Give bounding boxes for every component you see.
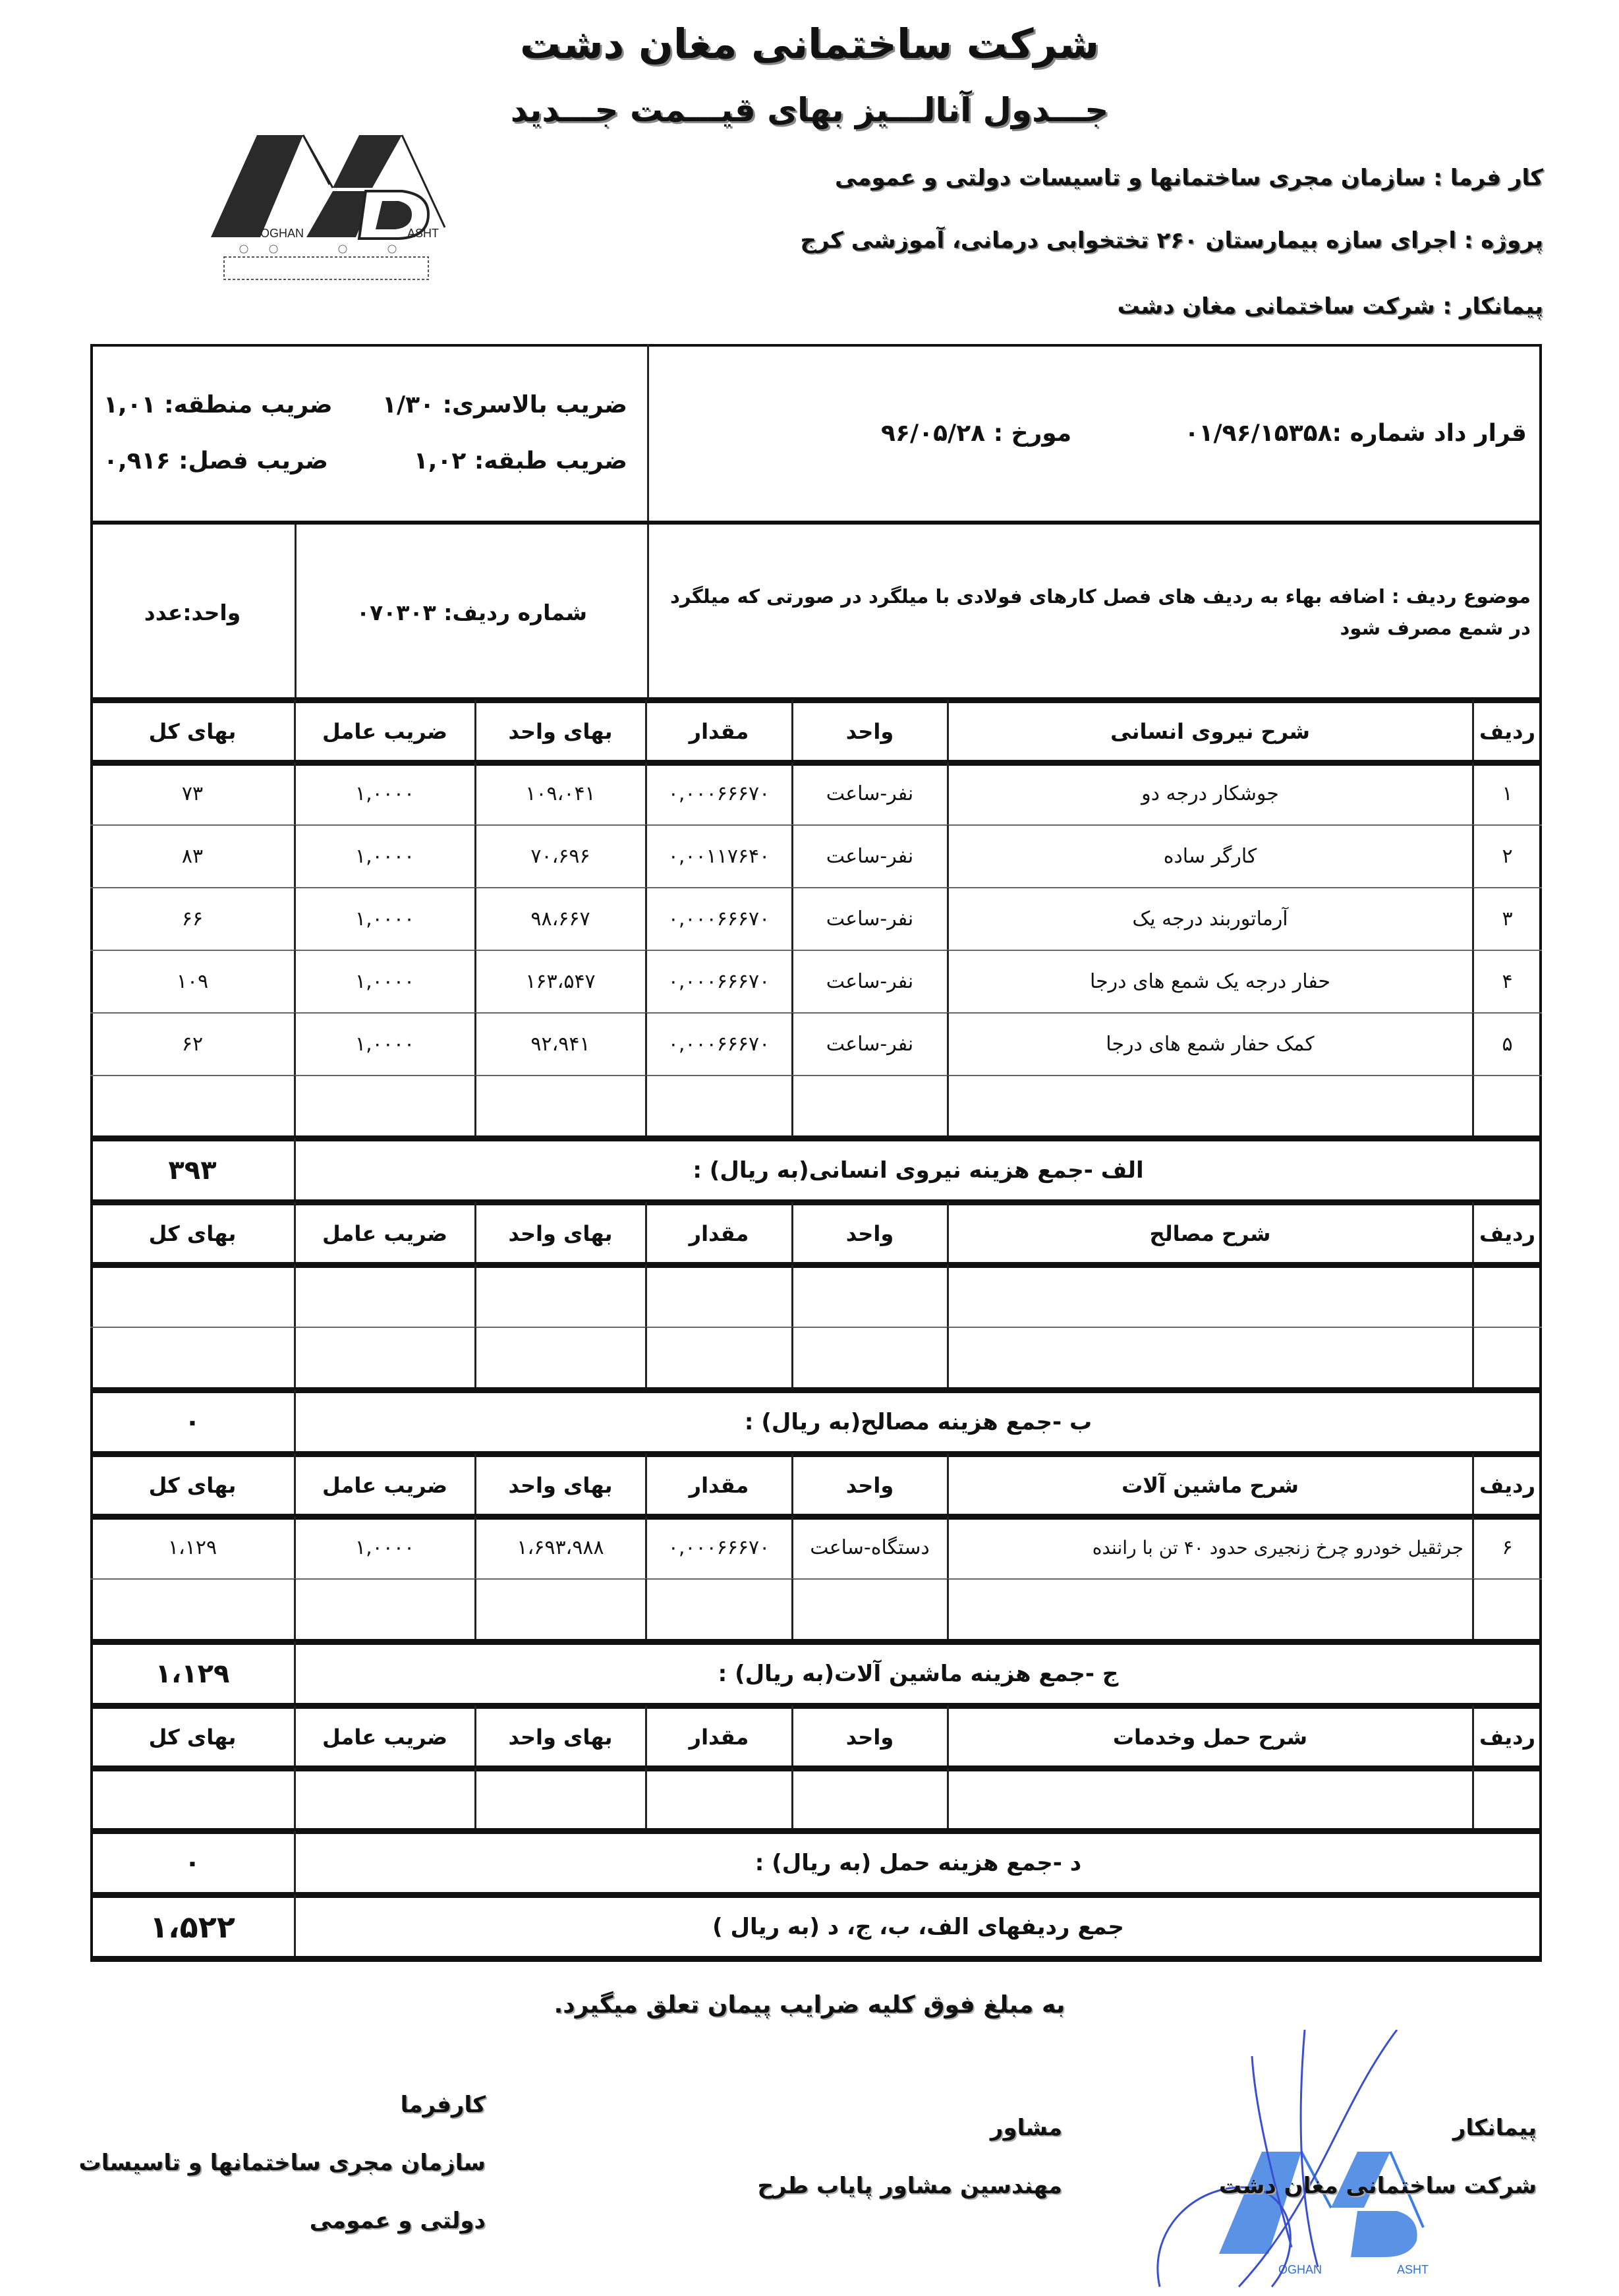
column-header-desc: شرح ماشین آلات (1122, 1472, 1299, 1498)
employer-role: کارفرما (400, 2092, 486, 2118)
table-cell-total: ۶۲ (181, 1033, 204, 1056)
empty-cell (90, 1327, 295, 1390)
table-cell-no: ۲ (1502, 845, 1513, 868)
item-unit-value: عدد (144, 599, 183, 625)
empty-cell (792, 1768, 948, 1831)
empty-cell (792, 1265, 948, 1327)
contractor-role: پیمانکار (1452, 2115, 1537, 2141)
section-sum-label: د -جمع هزینه حمل (به ریال) : (754, 1849, 1082, 1876)
column-header-no: ردیف (1479, 1220, 1535, 1246)
section-sum-label: ب -جمع هزینه مصالح(به ریال) : (744, 1408, 1093, 1435)
table-cell-price: ۹۲،۹۴۱ (530, 1033, 590, 1056)
overhead-value: ۱/۳۰ (382, 391, 435, 418)
table-cell-unit: نفر-ساعت (826, 845, 914, 868)
employer-signature-block (79, 2076, 486, 2250)
table-cell-no: ۵ (1502, 1033, 1513, 1056)
document-title: جـــدول آنالـــیز بهای قیـــمت جـــدید (510, 91, 1109, 129)
overhead-label: ضریب بالاسری: (442, 391, 627, 418)
svg-text:OGHAN: OGHAN (260, 227, 304, 240)
column-header-desc: شرح نیروی انسانی (1110, 718, 1310, 744)
table-cell-price: ۹۸،۶۶۷ (530, 907, 590, 931)
table-cell-qty: ۰,۰۰۱۱۷۶۴۰ (667, 845, 770, 868)
table-cell-no: ۱ (1502, 782, 1513, 805)
empty-cell (1473, 1265, 1542, 1327)
chapter-label: ضریب فصل: (179, 447, 329, 474)
employer-name-line2: دولتی و عمومی (309, 2208, 486, 2234)
empty-cell (90, 1076, 295, 1138)
empty-cell (475, 1076, 646, 1138)
coefficients (90, 344, 647, 522)
column-header-qty: مقدار (689, 1220, 749, 1246)
employer-line: کار فرما : سازمان مجری ساختمانها و تاسیسات دولتی و عمومی (835, 165, 1543, 191)
table-cell-unit: نفر-ساعت (826, 782, 914, 805)
column-header-no: ردیف (1479, 718, 1535, 744)
section-sum-value: ۳۹۳ (168, 1155, 217, 1186)
table-cell-qty: ۰,۰۰۰۶۶۶۷۰ (667, 1033, 770, 1056)
empty-cell (90, 1265, 295, 1327)
empty-cell (646, 1076, 792, 1138)
table-cell-price: ۱۶۳،۵۴۷ (525, 970, 596, 993)
table-cell-factor: ۱,۰۰۰۰ (355, 782, 415, 805)
column-header-total: بهای کل (148, 718, 237, 744)
column-header-price: بهای واحد (508, 718, 613, 744)
divider (90, 1956, 1542, 1962)
table-cell-factor: ۱,۰۰۰۰ (355, 907, 415, 931)
empty-cell (295, 1768, 475, 1831)
column-header-no: ردیف (1479, 1724, 1535, 1750)
item-number-value: ۰۷۰۳۰۳ (356, 599, 436, 625)
item-number (297, 525, 647, 700)
column-header-factor: ضریب عامل (322, 718, 448, 744)
region-coefficient (103, 377, 333, 433)
table-cell-factor: ۱,۰۰۰۰ (355, 970, 415, 993)
contractor-line: پیمانکار : شرکت ساختمانی مغان دشت (1117, 293, 1543, 320)
column-header-unit: واحد (845, 1472, 894, 1498)
table-cell-no: ۳ (1502, 907, 1513, 931)
column-header-qty: مقدار (689, 718, 749, 744)
table-cell-total: ۶۶ (181, 907, 204, 931)
contractor-signature-block (1219, 2099, 1537, 2215)
empty-cell (948, 1265, 1473, 1327)
section-sum-value: ۱،۱۲۹ (155, 1658, 230, 1689)
contract-number: ۰۱/۹۶/۱۵۳۵۸ (1184, 419, 1332, 447)
footer-note: به مبلغ فوق کلیه ضرایب پیمان تعلق میگیرد. (554, 1992, 1065, 2019)
empty-cell (295, 1579, 475, 1642)
column-header-no: ردیف (1479, 1472, 1535, 1498)
column-header-unit: واحد (845, 1220, 894, 1246)
floor-coefficient (414, 433, 627, 489)
contract-info (650, 344, 1540, 522)
table-cell-factor: ۱,۰۰۰۰ (355, 1033, 415, 1056)
item-unit (90, 525, 295, 700)
table-cell-desc: حفار درجه یک شمع های درجا (1089, 970, 1331, 993)
column-header-total: بهای کل (148, 1724, 237, 1750)
empty-cell (792, 1076, 948, 1138)
column-header-qty: مقدار (689, 1472, 749, 1498)
column-header-factor: ضریب عامل (322, 1472, 448, 1498)
contract-date: ۹۶/۰۵/۲۸ (881, 419, 986, 447)
item-number-label: شماره ردیف: (443, 599, 588, 625)
chapter-value: ۰,۹۱۶ (103, 447, 171, 474)
md-logo-icon (198, 125, 461, 303)
table-cell-unit: نفر-ساعت (826, 1033, 914, 1056)
floor-label: ضریب طبقه: (474, 447, 627, 474)
section-sum-value: ۰ (184, 1406, 201, 1437)
chapter-coefficient (103, 433, 328, 489)
table-cell-no: ۶ (1502, 1536, 1513, 1559)
section-sum-label: الف -جمع هزینه نیروی انسانی(به ریال) : (693, 1157, 1144, 1184)
table-cell-factor: ۱,۰۰۰۰ (355, 1536, 415, 1559)
column-header-factor: ضریب عامل (322, 1220, 448, 1246)
empty-cell (90, 1579, 295, 1642)
consultant-signature-block (758, 2099, 1062, 2215)
table-cell-qty: ۰,۰۰۰۶۶۶۷۰ (667, 907, 770, 931)
empty-cell (475, 1579, 646, 1642)
column-header-qty: مقدار (689, 1724, 749, 1750)
empty-cell (295, 1327, 475, 1390)
table-cell-unit: نفر-ساعت (826, 970, 914, 993)
column-header-price: بهای واحد (508, 1724, 613, 1750)
overhead-coefficient (382, 377, 627, 433)
project-line: پروژه : اجرای سازه بیمارستان ۲۶۰ تختخوابی درمانی، آموزشی کرج (800, 227, 1543, 254)
empty-cell (1473, 1076, 1542, 1138)
svg-text:ASHT: ASHT (407, 227, 440, 240)
grand-total-value: ۱،۵۲۲ (150, 1909, 235, 1945)
empty-cell (475, 1768, 646, 1831)
empty-cell (792, 1579, 948, 1642)
contractor-name: شرکت ساختمانی مغان دشت (1218, 2173, 1537, 2199)
empty-cell (1473, 1327, 1542, 1390)
table-cell-desc: جوشکار درجه دو (1141, 782, 1279, 805)
svg-text:ASHT: ASHT (1397, 2263, 1429, 2276)
item-unit-label: واحد: (183, 599, 241, 625)
company-name: شرکت ساختمانی مغان دشت (519, 20, 1100, 68)
empty-cell (1473, 1768, 1542, 1831)
table-cell-qty: ۰,۰۰۰۶۶۶۷۰ (667, 1536, 770, 1559)
section-sum-value: ۰ (184, 1847, 201, 1878)
contract-number-label: قرار داد شماره : (1332, 419, 1527, 447)
table-cell-unit: نفر-ساعت (826, 907, 914, 931)
empty-cell (475, 1327, 646, 1390)
empty-cell (948, 1327, 1473, 1390)
table-cell-factor: ۱,۰۰۰۰ (355, 845, 415, 868)
table-cell-qty: ۰,۰۰۰۶۶۶۷۰ (667, 782, 770, 805)
column-header-unit: واحد (845, 718, 894, 744)
table-cell-price: ۱۰۹،۰۴۱ (525, 782, 596, 805)
column-header-factor: ضریب عامل (322, 1724, 448, 1750)
svg-text:OGHAN: OGHAN (1278, 2263, 1322, 2276)
column-header-price: بهای واحد (508, 1220, 613, 1246)
table-cell-unit: دستگاه-ساعت (810, 1536, 930, 1559)
empty-cell (948, 1768, 1473, 1831)
empty-cell (792, 1327, 948, 1390)
contract-number-group (1185, 420, 1527, 447)
empty-cell (90, 1768, 295, 1831)
empty-cell (646, 1265, 792, 1327)
region-value: ۱,۰۱ (103, 391, 156, 418)
column-header-desc: شرح مصالح (1149, 1220, 1271, 1246)
column-header-price: بهای واحد (508, 1472, 613, 1498)
table-cell-desc: کارگر ساده (1163, 845, 1257, 868)
table-cell-qty: ۰,۰۰۰۶۶۶۷۰ (667, 970, 770, 993)
item-subject: موضوع ردیف : اضافه بهاء به ردیف های فصل کارهای فولادی با میلگرد در صورتی که میلگرد در شمع مصرف شود (670, 585, 1531, 639)
table-cell-desc: جرثقیل خودرو چرخ زنجیری حدود ۴۰ تن با راننده (1092, 1537, 1463, 1559)
empty-cell (1473, 1579, 1542, 1642)
consultant-role: مشاور (990, 2115, 1062, 2141)
floor-value: ۱,۰۲ (413, 447, 467, 474)
empty-cell (646, 1768, 792, 1831)
contract-date-label: مورخ : (993, 419, 1072, 447)
empty-cell (295, 1076, 475, 1138)
table-cell-price: ۱،۶۹۳،۹۸۸ (517, 1536, 604, 1559)
grand-total-label: جمع ردیفهای الف، ب، ج، د (به ریال ) (712, 1913, 1124, 1940)
empty-cell (948, 1076, 1473, 1138)
table-cell-desc: آرماتوربند درجه یک (1132, 907, 1288, 931)
column-header-total: بهای کل (148, 1472, 237, 1498)
table-cell-total: ۷۳ (181, 782, 204, 805)
empty-cell (948, 1579, 1473, 1642)
region-label: ضریب منطقه: (164, 391, 333, 418)
empty-cell (295, 1265, 475, 1327)
consultant-name: مهندسین مشاور پایاب طرح (757, 2173, 1062, 2199)
empty-cell (475, 1265, 646, 1327)
contract-date-group (881, 420, 1071, 447)
column-header-desc: شرح حمل وخدمات (1112, 1724, 1308, 1750)
table-cell-total: ۱،۱۲۹ (167, 1536, 217, 1559)
employer-name-line1: سازمان مجری ساختمانها و تاسیسات (78, 2150, 486, 2176)
section-sum-label: ج -جمع هزینه ماشین آلات(به ریال) : (718, 1660, 1119, 1687)
table-cell-total: ۱۰۹ (176, 970, 209, 993)
table-cell-price: ۷۰،۶۹۶ (530, 845, 590, 868)
price-analysis-table (90, 344, 1542, 1961)
table-cell-desc: کمک حفار شمع های درجا (1106, 1033, 1315, 1056)
table-cell-no: ۴ (1502, 970, 1513, 993)
empty-cell (646, 1579, 792, 1642)
column-header-total: بهای کل (148, 1220, 237, 1246)
column-header-unit: واحد (845, 1724, 894, 1750)
table-cell-total: ۸۳ (181, 845, 204, 868)
empty-cell (646, 1327, 792, 1390)
